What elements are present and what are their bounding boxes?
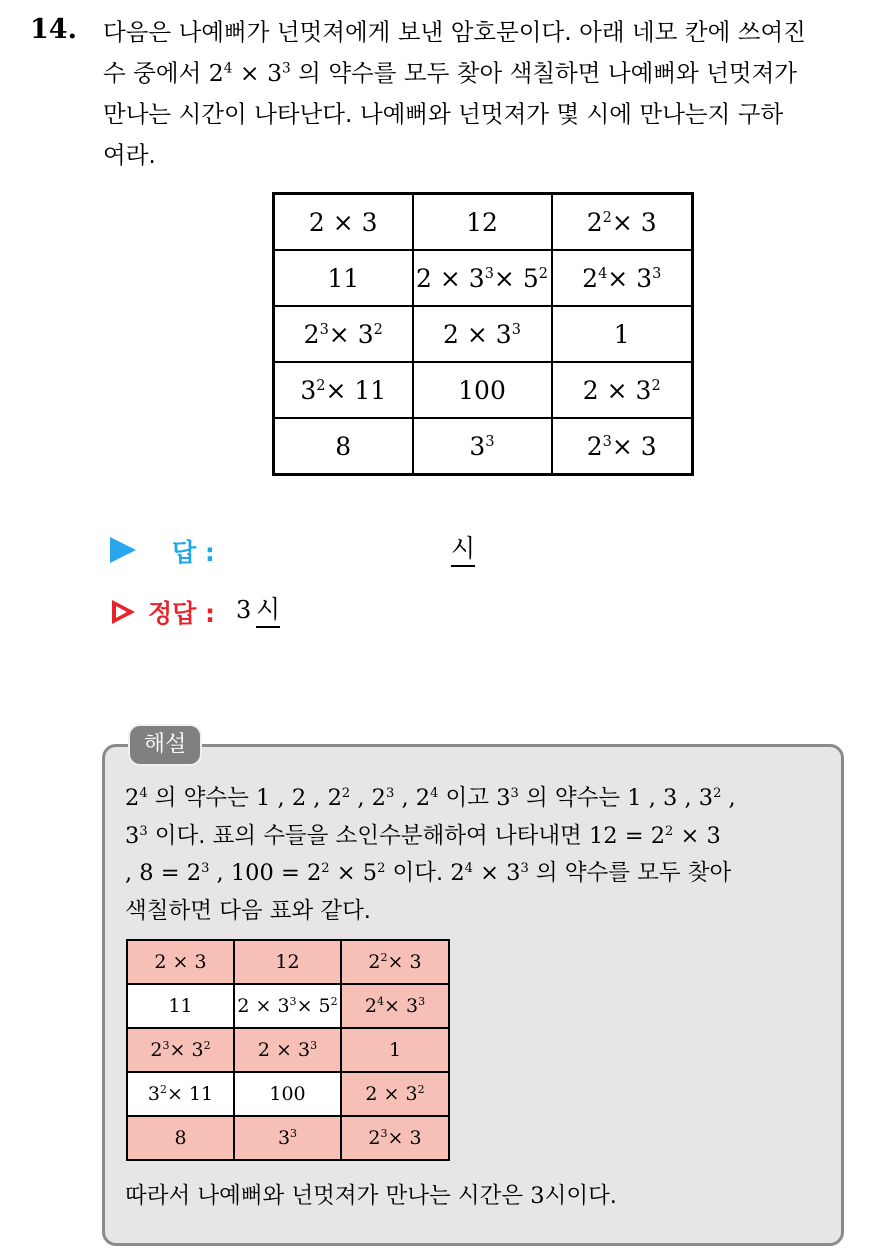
solution-cell-12: 12 — [234, 940, 341, 984]
cipher-cell-11[interactable]: 11 — [274, 250, 413, 306]
question-line-1: 다음은 나예뻐가 넌멋져에게 보낸 암호문이다. 아래 네모 칸에 쓰여진 — [103, 18, 806, 46]
solution-cell-2sq-x3: $2^2\times 3$ — [341, 940, 449, 984]
cipher-cell-2cu-x3sq[interactable]: $2^3\times 3^2$ — [274, 306, 413, 362]
solution-conclusion-start: 따라서 나예뻐와 넌멋져가 만나는 시간은 — [125, 1183, 524, 1209]
solution-cell-8: 8 — [127, 1116, 234, 1160]
solution-cell-1: 1 — [341, 1028, 449, 1072]
solution-conclusion — [125, 1178, 617, 1210]
correct-answer-label: 정답 : — [148, 599, 216, 628]
solution-cell-2x3cu-x5sq: $2 \times 3^3\times 5^2$ — [234, 984, 341, 1028]
solution-cell-2p4-x3cu: $2^4\times 3^3$ — [341, 984, 449, 1028]
solution-conclusion-number: 3 — [530, 1183, 545, 1209]
question-number: 14. — [30, 14, 77, 45]
solution-cell-2x3: 2 × 3 — [127, 940, 234, 984]
cipher-cell-2x3cu-x5sq[interactable]: $2 \times 3^3\times 5^2$ — [413, 250, 552, 306]
cipher-cell-12[interactable]: 12 — [413, 194, 552, 251]
outline-triangle-icon-inner — [116, 606, 127, 618]
cipher-cell-1[interactable]: 1 — [552, 306, 693, 362]
play-triangle-icon — [110, 537, 136, 563]
question-line-2-start: 수 중에서 — [103, 59, 202, 87]
cipher-cell-2x3sq[interactable]: $2 \times 3^2$ — [552, 362, 693, 418]
solution-cell-2x3cu: $2 \times 3^3$ — [234, 1028, 341, 1072]
solution-line-4: 색칠하면 다음 표와 같다. — [125, 897, 371, 924]
answer-unit[interactable]: 시 — [451, 533, 475, 567]
solution-line-3: , $8 = 2^3$ , $100 = 2^2 \times 5^2$ 이다. $2^4 \times 3^3$ 의 약수를 모두 찾아 — [125, 860, 732, 886]
solution-grid — [126, 939, 450, 1161]
cipher-cell-2x3cu[interactable]: $2 \times 3^3$ — [413, 306, 552, 362]
cipher-cell-2p4-x3cu[interactable]: $2^4\times 3^3$ — [552, 250, 693, 306]
solution-line-1: $2^4$ 의 약수는 1 , 2 , $2^2$ , $2^3$ , $2^4$ 이고 $3^3$ 의 약수는 1 , 3 , $3^2$ , — [125, 785, 736, 811]
solution-cell-100: 100 — [234, 1072, 341, 1116]
answer-label: 답 : — [172, 538, 215, 567]
solution-conclusion-end: 시이다. — [544, 1183, 617, 1209]
cipher-cell-8[interactable]: 8 — [274, 418, 413, 475]
question-line-4: 여라. — [103, 141, 156, 169]
cipher-cell-100[interactable]: 100 — [413, 362, 552, 418]
cipher-grid — [272, 192, 694, 476]
question-expression: $2^4 \times 3^3$ — [208, 59, 291, 87]
cipher-cell-3cu[interactable]: $3^3$ — [413, 418, 552, 475]
correct-answer-value: 3 — [236, 596, 252, 624]
solution-tag: 해설 — [128, 724, 202, 766]
solution-line-2: $3^3$ 이다. 표의 수들을 소인수분해하여 나타내면 $12 = 2^2 \times 3$ — [125, 822, 721, 849]
solution-cell-2cu-x3: $2^3\times 3$ — [341, 1116, 449, 1160]
solution-cell-2cu-x3sq: $2^3\times 3^2$ — [127, 1028, 234, 1072]
solution-cell-3sq-x11: $3^2\times 11$ — [127, 1072, 234, 1116]
question-line-2 — [103, 53, 863, 94]
solution-cell-11: 11 — [127, 984, 234, 1028]
correct-answer-unit: 시 — [256, 594, 280, 628]
solution-cell-3cu: $3^3$ — [234, 1116, 341, 1160]
cipher-cell-2sq-x3[interactable]: $2^2\times 3$ — [552, 194, 693, 251]
solution-cell-2x3sq: $2 \times 3^2$ — [341, 1072, 449, 1116]
question-text — [103, 12, 863, 176]
solution-text — [125, 780, 835, 930]
question-line-2-end: 의 약수를 모두 찾아 색칠하면 나예뻐와 넌멋져가 — [298, 59, 798, 87]
cipher-cell-2cu-x3[interactable]: $2^3\times 3$ — [552, 418, 693, 475]
cipher-cell-3sq-x11[interactable]: $3^2\times 11$ — [274, 362, 413, 418]
question-line-3: 만나는 시간이 나타난다. 나예뻐와 넌멋져가 몇 시에 만나는지 구하 — [103, 100, 784, 128]
cipher-cell-2x3[interactable]: 2 × 3 — [274, 194, 413, 251]
